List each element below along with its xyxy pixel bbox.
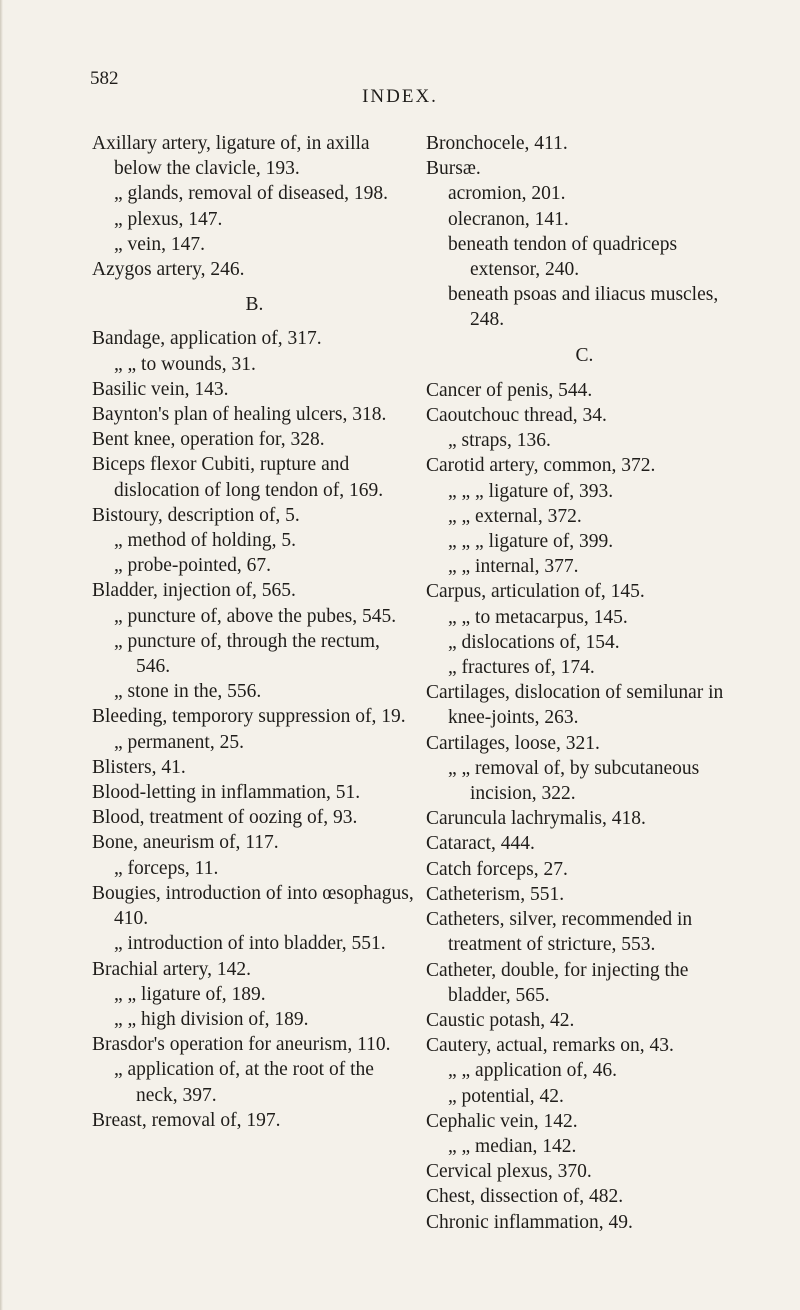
index-entry: Biceps flexor Cubiti, rupture and dislocation of long tendon of, 169. [92,454,384,501]
index-subentry: „ permanent, 25. [114,731,244,753]
index-subentry: beneath tendon of quadriceps extensor, 240. [448,233,678,281]
index-entry: Caustic potash, 42. [426,1009,575,1031]
index-entry: Basilic vein, 143. [92,378,229,400]
index-entry: Caoutchouc thread, 34. [426,405,607,427]
index-entry: Cautery, actual, remarks on, 43. [426,1035,674,1057]
index-entry: Brachial artery, 142. [92,958,251,980]
index-entry: Bronchocele, 411. [426,133,568,154]
index-entry: Bougies, introduction of into œsophagus, 410. [92,882,414,930]
index-subentry: „ puncture of, through the rectum, 546. [114,630,380,678]
index-entry: Cartilages, loose, 321. [426,732,600,754]
index-entry: Blood-letting in inflammation, 51. [92,782,361,804]
index-entry: Breast, removal of, 197. [92,1109,281,1131]
index-entry: Carpus, articulation of, 145. [426,581,645,603]
index-entry: Blisters, 41. [92,756,186,778]
index-entry: Bistoury, description of, 5. [92,504,300,526]
index-entry: Blood, treatment of oozing of, 93. [92,807,358,829]
index-subentry: olecranon, 141. [448,208,569,230]
index-entry: Catch forceps, 27. [426,858,568,880]
index-entry: Bandage, application of, 317. [92,328,322,350]
index-entry: Catheterism, 551. [426,883,565,905]
index-subentry: „ „ „ ligature of, 393. [448,480,614,502]
index-subentry: „ plexus, 147. [114,208,223,230]
index-subentry: „ „ ligature of, 189. [114,983,266,1005]
index-entry: Cephalic vein, 142. [426,1110,578,1132]
index-subentry: „ fractures of, 174. [448,657,595,679]
index-subentry: „ „ to metacarpus, 145. [448,606,628,628]
index-subentry: „ forceps, 11. [114,857,219,879]
index-entry: Caruncula lachrymalis, 418. [426,808,646,830]
index-subentry: „ „ application of, 46. [448,1060,617,1082]
page-header: INDEX. [362,86,438,107]
index-column-right [426,131,743,1235]
index-entry: Bent knee, operation for, 328. [92,429,325,451]
index-subentry: „ stone in the, 556. [114,681,262,703]
index-subentry: „ „ high division of, 189. [114,1008,309,1030]
index-subentry: „ glands, removal of diseased, 198. [114,183,389,205]
index-entry: Cataract, 444. [426,833,535,855]
index-subentry: „ „ removal of, by subcutaneous incision, 322. [448,757,700,805]
index-entry: Catheters, silver, recommended in treatment of stricture, 553. [426,909,693,956]
index-entry: Cartilages, dislocation of semilunar in knee-joints, 263. [426,682,724,729]
index-subentry: acromion, 201. [448,183,566,205]
index-entry: Axillary artery, ligature of, in axilla below the clavicle, 193. [92,133,370,180]
index-subentry: „ „ internal, 377. [448,556,579,578]
index-entry: Bone, aneurism of, 117. [92,832,279,854]
index-entry: Bursæ. [426,158,481,180]
index-subentry: „ dislocations of, 154. [448,631,620,653]
index-entry: Bleeding, temporory suppression of, 19. [92,706,406,728]
index-subentry: „ „ to wounds, 31. [114,353,256,375]
index-subentry: „ straps, 136. [448,430,551,452]
section-letter: C. [575,344,594,366]
index-entry: Carotid artery, common, 372. [426,455,656,477]
page-edge-shadow [0,0,3,1310]
index-entry: Brasdor's operation for aneurism, 110. [92,1034,391,1056]
index-subentry: „ probe-pointed, 67. [114,555,272,577]
index-entry: Cancer of penis, 544. [426,379,593,401]
index-subentry: „ „ external, 372. [448,505,582,527]
index-entry: Chronic inflammation, 49. [426,1211,633,1233]
index-subentry: „ method of holding, 5. [114,530,296,552]
index-subentry: „ „ median, 142. [448,1135,577,1157]
index-entry: Cervical plexus, 370. [426,1161,592,1183]
page-number: 582 [90,68,119,89]
index-subentry: „ puncture of, above the pubes, 545. [114,605,397,627]
section-letter: B. [245,294,264,316]
index-subentry: „ potential, 42. [448,1085,564,1107]
index-subentry: „ vein, 147. [114,233,205,255]
index-subentry: „ application of, at the root of the neck, 397. [114,1059,374,1106]
index-entry: Azygos artery, 246. [92,259,245,281]
index-column-left [92,131,417,1133]
index-entry: Bladder, injection of, 565. [92,580,296,602]
index-entry: Baynton's plan of healing ulcers, 318. [92,404,387,426]
index-entry: Catheter, double, for injecting the bladder, 565. [426,959,689,1006]
index-entry: Chest, dissection of, 482. [426,1186,624,1208]
index-subentry: beneath psoas and iliacus muscles, 248. [448,284,719,331]
index-subentry: „ „ „ ligature of, 399. [448,531,614,553]
index-subentry: „ introduction of into bladder, 551. [114,933,386,955]
